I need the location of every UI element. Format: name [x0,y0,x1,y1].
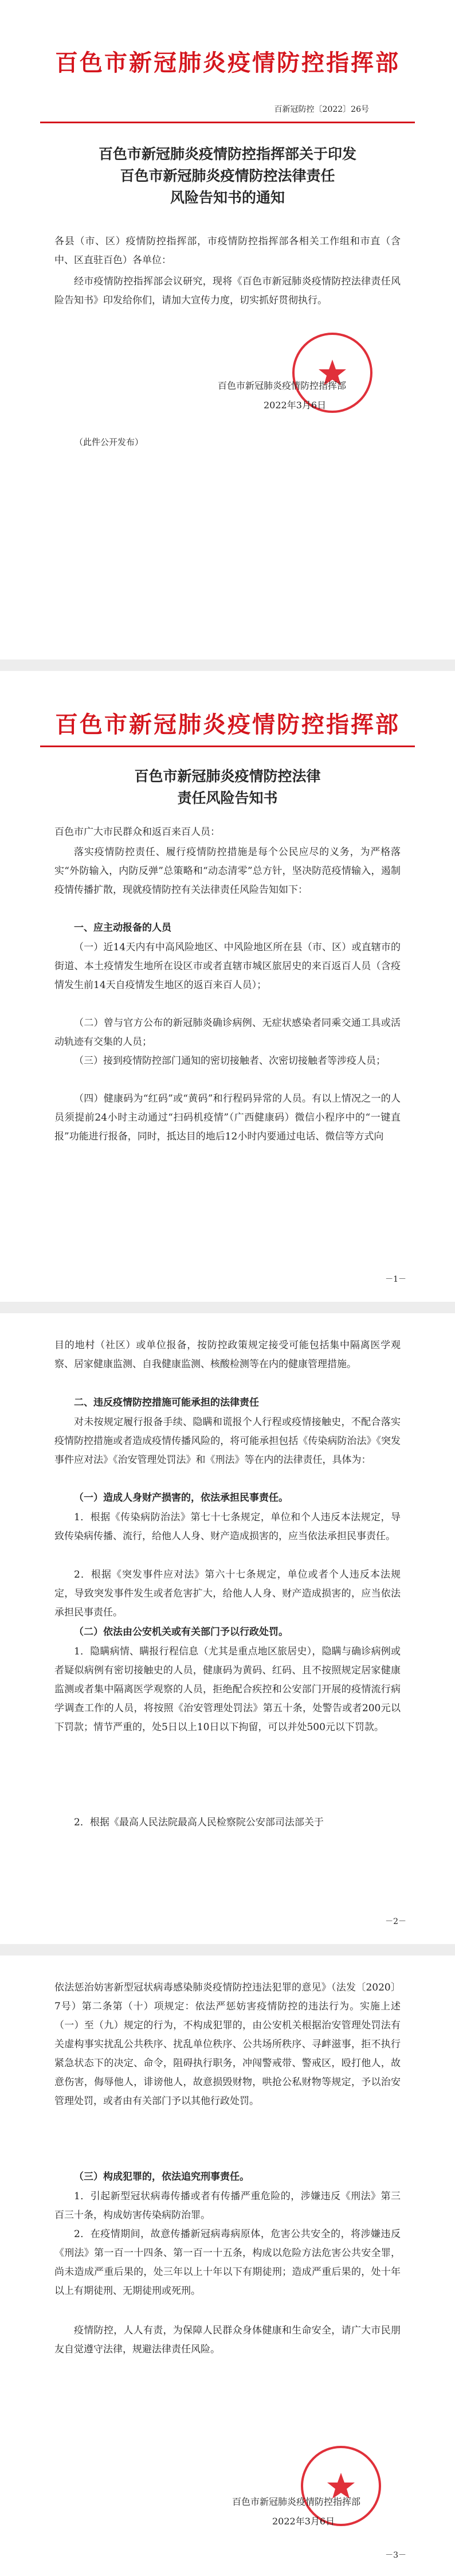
continued-paragraph: 目的地村（社区）或单位报备，按防控政策规定接受可能包括集中隔离医学观察、居家健康监测、自我健康监测、核酸检测等在内的健康管理措施。 [54,1340,401,1370]
subsection-heading: （三）构成犯罪的，依法追究刑事责任。 [74,2171,249,2183]
continued-paragraph: 依法惩治妨害新型冠状病毒感染肺炎疫情防控违法犯罪的意见》（法发〔2020〕7号）第二条第（十）项规定：依法严惩妨害疫情防控的违法行为。实施上述（一）至（九）规定的行为，不构成犯罪的，由公安机关根据治安管理处罚法有关虚构事实扰乱公共秩序、扰乱单位秩序、公共场所秩序、寻衅滋事，拒不执行紧急状态下的决定、命令，阻碍执行职务，冲闯警戒带、警戒区，殴打他人，故意伤害，侮辱他人，诽谤他人，故意损毁财物，哄抢公私财物等规定，予以治安管理处罚，或者由有关部门予以其他行政处罚。 [54,1982,401,2107]
signature-date: 2022年3月6日 [264,400,327,411]
page-3 [0,1313,455,1944]
signature-org: 百色市新冠肺炎疫情防控指挥部 [232,2496,361,2507]
notice-body: 经市疫情防控指挥部会议研究，现将《百色市新冠肺炎疫情防控法律责任风险告知书》印发给你们，请加大宣传力度，切实抓好贯彻执行。 [54,276,401,306]
page-4 [0,1956,455,2576]
page-number: －1－ [385,1275,406,1284]
red-divider [40,746,415,747]
subsection-heading: （二）依法由公安机关或有关部门予以行政处罚。 [74,1626,288,1638]
red-header: 百色市新冠肺炎疫情防控指挥部 [55,50,400,76]
section-heading: 一、应主动报备的人员 [74,922,171,934]
signature-date: 2022年3月6日 [272,2516,335,2527]
title-line: 风险告知书的通知 [170,189,285,206]
red-divider [40,122,415,123]
page-number: －2－ [385,1917,406,1926]
page-2 [0,671,455,1302]
document-number: 百新冠防控〔2022〕26号 [274,105,369,114]
title-line: 百色市新冠肺炎疫情防控法律 [134,768,321,784]
recipients: 各县（市、区）疫情防控指挥部，市疫情防控指挥部各相关工作组和市直（含中、区直驻百色）各单位： [54,236,401,266]
publication-note: （此件公开发布） [74,437,144,447]
subsection-heading: （一）造成人身财产损害的，依法承担民事责任。 [74,1492,288,1504]
list-item: （三）接到疫情防控部门通知的密切接触者、次密切接触者等涉疫人员； [74,1055,386,1067]
title-line: 百色市新冠肺炎疫情防控法律责任 [120,167,335,184]
paragraph: 对未按规定履行报备手续、隐瞒和谎报个人行程或疫情接触史，不配合落实疫情防控措施或者造成疫情传播风险的，将可能承担包括《传染病防治法》《突发事件应对法》《治安管理处罚法》和《刑法》等在内的法律责任，具体为： [54,1416,401,1466]
document-title [0,143,455,209]
page-number: －3－ [385,2551,406,2560]
page-1 [0,0,455,659]
list-item: （四）健康码为“红码”或“黄码”和行程码异常的人员。有以上情况之一的人员须提前24小时主动通过“扫码机疫情”（广西健康码）微信小程序中的“一键直报”功能进行报备，同时，抵达目的地后12小时内要通过电话、微信等方式向 [54,1093,401,1142]
list-item: （一）近14天内有中高风险地区、中风险地区所在县（市、区）或直辖市的街道、本土疫情发生地所在设区市或者直辖市城区旅居史的来百返百人员（含疫情发生前14天自疫情发生地区的返百来百人员）； [54,942,401,991]
red-header: 百色市新冠肺炎疫情防控指挥部 [55,712,400,738]
title-line: 责任风险告知书 [177,790,278,806]
intro-paragraph: 落实疫情防控责任、履行疫情防控措施是每个公民应尽的义务，为严格落实“外防输入，内防反弹”总策略和“动态清零”总方针，坚决防范疫情输入，遏制疫情传播扩散，现就疫情防控有关法律责任风险告知如下： [54,846,401,896]
list-item: （二）曾与官方公布的新冠肺炎确诊病例、无症状感染者同乘交通工具或活动轨迹有交集的人员； [54,1017,401,1048]
paragraph: 疫情防控，人人有责，为保障人民群众身体健康和生命安全，请广大市民朋友自觉遵守法律，规避法律责任风险。 [54,2325,401,2355]
signature-org: 百色市新冠肺炎疫情防控指挥部 [218,380,347,391]
section-heading: 二、违反疫情防控措施可能承担的法律责任 [74,1397,259,1408]
paragraph: 1．引起新型冠状病毒传播或者有传播严重危险的，涉嫌违反《刑法》第三百三十条，构成妨害传染病防治罪。 [54,2191,401,2221]
title-line: 百色市新冠肺炎疫情防控指挥部关于印发 [98,146,356,162]
paragraph: 2．在疫情期间，故意传播新冠病毒病原体，危害公共安全的，将涉嫌违反《刑法》第一百一十四条、第一百一十五条，构成以危险方法危害公共安全罪，尚未造成严重后果的，处三年以上十年以下有期徒刑；造成严重后果的，处十年以上有期徒刑、无期徒刑或死刑。 [54,2228,401,2297]
paragraph: 1．根据《传染病防治法》第七十七条规定，单位和个人违反本法规定，导致传染病传播、流行，给他人人身、财产造成损害的，应当依法承担民事责任。 [54,1512,401,1542]
salutation: 百色市广大市民群众和返百来百人员： [54,826,220,838]
paragraph: 2．根据《突发事件应对法》第六十七条规定，单位或者个人违反本法规定，导致突发事件发生或者危害扩大，给他人人身、财产造成损害的，应当依法承担民事责任。 [54,1569,401,1618]
paragraph: 1．隐瞒病情、瞒报行程信息（尤其是重点地区旅居史），隐瞒与确诊病例或者疑似病例有密切接触史的人员，健康码为黄码、红码、且不按照规定居家健康监测或者集中隔离医学观察的人员，拒绝配合疾控和公安部门开展的疫情流行病学调查工作的人员，将按照《治安管理处罚法》第五十条，处警告或者200元以下罚款；情节严重的，处5日以上10日以下拘留，可以并处500元以下罚款。 [54,1646,401,1733]
document-title [0,766,455,809]
paragraph: 2．根据《最高人民法院最高人民检察院公安部司法部关于 [74,1817,324,1828]
